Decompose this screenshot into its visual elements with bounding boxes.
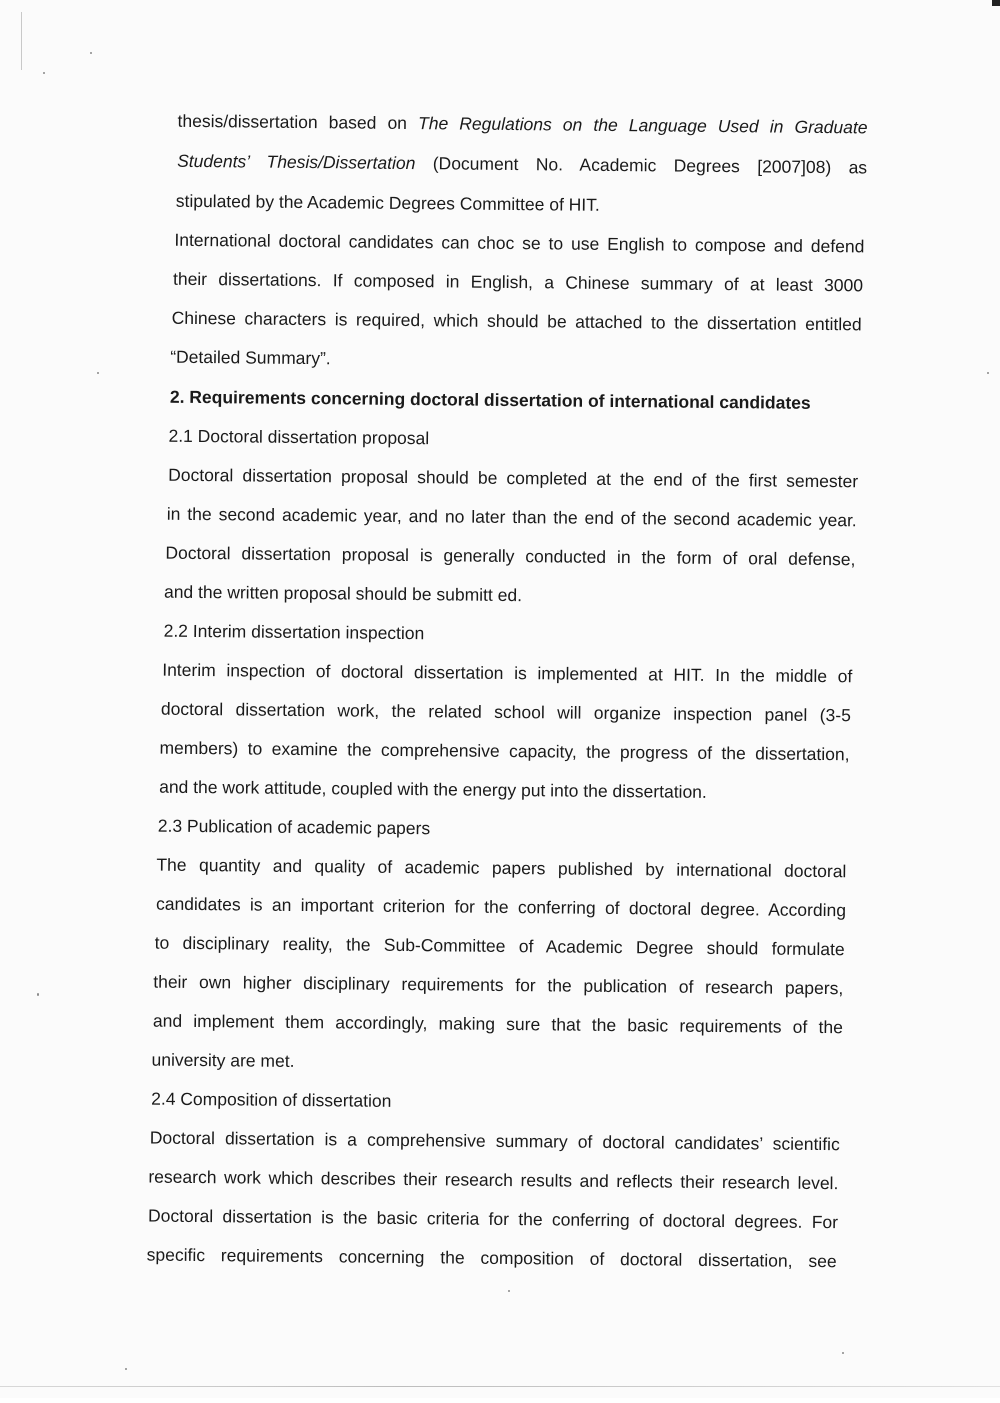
text-run: and implement them accordingly, making sure that the basic requirements of the [152,1010,843,1038]
paragraph-line [173,268,863,297]
text-run: university are met. [151,1049,295,1071]
paragraph-line [148,1205,838,1234]
paragraph-line [177,110,867,139]
text-run: (Document No. Academic Degrees [2007]08) as [432,153,868,178]
text-run: Doctoral dissertation is the basic criteria for the conferring of doctoral degrees. For [147,1205,839,1233]
text-run: The quantity and quality of academic papers published by international doctoral [156,854,847,882]
subheading-text: 2.3 Publication of academic papers [157,815,431,839]
paragraph-line [167,503,857,532]
paragraph-line [177,150,867,179]
text-run: thesis/dissertation based on [177,110,408,133]
text-run: doctoral dissertation work, the related school will organize inspection panel (3-5 [160,698,851,726]
paragraph-line [153,971,843,1000]
subheading-text: 2.4 Composition of dissertation [151,1088,392,1111]
subsection-heading [158,815,431,840]
text-run: and the work attitude, coupled with the energy put into the dissertation. [159,776,707,802]
text-run: Doctoral dissertation proposal should be completed at the end of the first semester [168,464,859,492]
text-run: research work which describes their research results and reflects their research level. [148,1166,839,1194]
paragraph-line [170,346,331,370]
paragraph-line [153,1010,843,1039]
paragraph-line [161,698,851,727]
paragraph-line [165,542,855,571]
section-heading [170,386,811,414]
paragraph-line [150,1127,840,1156]
subsection-heading [151,1088,391,1112]
paragraph-line [172,307,862,336]
text-run: their own higher disciplinary requirements for the publication of research papers, [153,971,844,999]
text-run: Doctoral dissertation is a comprehensive summary of doctoral candidates’ scientific [149,1127,840,1155]
paragraph-line [151,1049,294,1072]
text-run: Chinese characters is required, which should be attached to the dissertation entitled [171,307,862,335]
subheading-text: 2.2 Interim dissertation inspection [163,620,425,644]
text-run: stipulated by the Academic Degrees Committee of HIT. [175,190,600,215]
text-run: to disciplinary reality, the Sub-Committee of Academic Degree should formulate [154,932,845,960]
italic-title: The Regulations on the Language Used in Graduate [417,113,868,138]
subsection-heading [164,620,425,645]
text-run: International doctoral candidates can choc se to use English to compose and defend [174,229,865,257]
text-run: in the second academic year, and no later than the end of the second academic year. [166,503,857,531]
paragraph-line [176,190,600,216]
paragraph-line [168,464,858,493]
paragraph-line [156,854,846,883]
heading-text: 2. Requirements concerning doctoral dissertation of international candidates [169,386,811,413]
text-run: Doctoral dissertation proposal is generally conducted in the form of oral defense, [165,542,856,570]
text-run: “Detailed Summary”. [170,346,331,369]
paragraph-line [155,932,845,961]
paragraph-line [156,893,846,922]
text-run: members) to examine the comprehensive capacity, the progress of the dissertation, [159,737,850,765]
text-run: and the written proposal should be submitt ed. [163,581,523,606]
paragraph-line [162,659,852,688]
paragraph-line [164,581,522,606]
text-run: candidates is an important criterion for the conferring of doctoral degree. According [155,893,847,921]
paragraph-line [159,776,707,803]
text-run: their dissertations. If composed in English, a Chinese summary of at least 3000 [172,268,864,296]
text-run: specific requirements concerning the composition of doctoral dissertation, see [146,1244,837,1272]
paragraph-line [159,737,849,766]
paragraph-line [148,1166,838,1195]
paragraph-line [147,1244,837,1273]
subheading-text: 2.1 Doctoral dissertation proposal [168,425,430,449]
text-run: Interim inspection of doctoral dissertation is implemented at HIT. In the middle of [162,659,853,687]
paragraph-line [174,229,864,258]
subsection-heading [168,425,429,450]
italic-title: Students’ Thesis/Dissertation [177,150,416,174]
